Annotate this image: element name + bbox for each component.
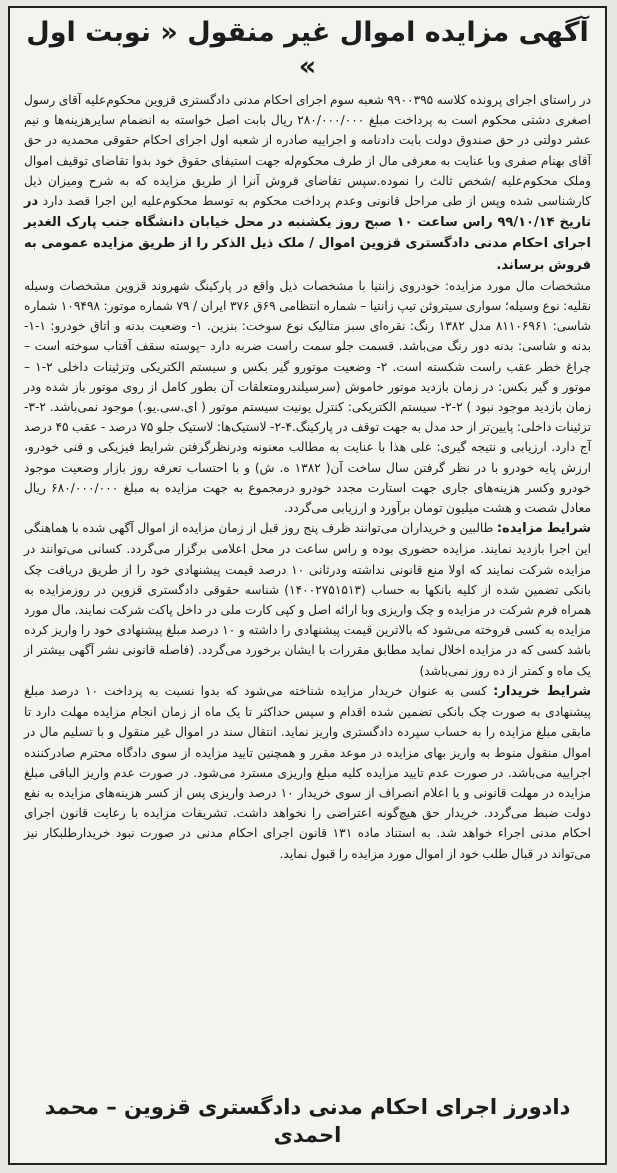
notice-frame xyxy=(8,6,607,1165)
notice-title: آگهی مزایده اموال غیر منقول « نوبت اول » xyxy=(26,17,589,82)
conditions-text: طالبین و خریداران می‌توانند ظرف پنج روز قبل از زمان مزایده از اموال آگهی شده با هماهنگی این اجرا بازدید نمایند. مزایده حضوری بوده و راس ساعت در محل اعلامی برگزار می‌گردد. کسانی می‌توانند در مزایده شرکت نمایند که اولا منع قانونی نداشته ودرثانی ۱۰ درصد قیمت پیشنهادی خود را از طریق دریافت چک بانکی تضمین شده از کلیه بانکها به حساب (۱۴۰۰۲۷۵۱۵۱۳) شناسه حقوقی دادگستری قزوین در روزمزایده به همراه فرم شرکت در مزایده و چک واریزی وبا ارائه اصل و کپی کارت ملی در داخل پاکت شرکت نمایند. مال مورد مزایده به کسی فروخته می‌شود که بالاترین قیمت پیشنهادی را داشته و ۱۰ درصد مبلغ پیشنهادی خود را واریز کرده باشد کسی که در مزایده اخلال نماید مطابق مقررات با ایشان برخورد می‌گردد. (فاصله قانونی نشر آگهی بیشتر از یک ماه و کمتر از ده روز نمی‌باشد) xyxy=(24,521,592,678)
buyer-heading: شرایط خریدار: xyxy=(493,683,591,699)
auction-conditions xyxy=(24,518,591,681)
auction-date-location: در تاریخ ۹۹/۱۰/۱۴ راس ساعت ۱۰ صبح روز یکشنبه در محل خیابان دانشگاه جنب پارک الغدیر اجرای احکام مدنی دادگستری قزوین اموال / ملک ذیل الذکر را از طریق مزایده عمومی به فروش برساند. xyxy=(24,194,592,273)
intro-text: در راستای اجرای پرونده کلاسه ۹۹۰۰۳۹۵ شعبه سوم اجرای احکام مدنی دادگستری قزوین محکوم‌علیه آقای رسول اصغری دشتی محکوم است به پرداخت مبلغ ۲۸۰/۰۰۰/۰۰۰ ریال بابت اصل خواسته به انضمام سایرهزینه‌ها و نیم عشر دولتی در حق صندوق دولت بابت دادنامه و اجراییه صادره از شعبه اول اجرای احکام حقوقی محمدیه در حق آقای بهنام صفری وبا عنایت به معرفی مال از طرف محکوم‌له جهت استیفای حقوق خود بدوا تقاضای توقیف اموال وملک محکوم‌علیه /شخص ثالث را نموده.سپس تقاضای فروش آنرا از طریق مزایده که به شرح ومیزان ذیل کارشناسی شده وپس از طی مراحل قانونی وعدم پرداخت محکوم به توسط محکوم‌علیه این اجرا قصد دارد xyxy=(24,93,591,209)
signature: دادورز اجرای احکام مدنی دادگستری قزوین – محمد احمدی xyxy=(44,1095,571,1147)
intro-paragraph xyxy=(24,90,591,276)
property-specs: مشخصات مال مورد مزایده: خودروی زانتیا با مشخصات ذیل واقع در پارکینگ شهروند قزوین مشخصات وسیله نقلیه: نوع وسیله؛ سواری سیتروئن تیپ زانتیا – شماره انتظامی ۶۹ق ۳۷۶ ایران / ۷۹ شماره موتور: ۱۰۹۴۹۸ شماره شاسی: ۸۱۱۰۶۹۶۱ مدل ۱۳۸۲ رنگ: نقره‌ای سبز متالیک نوع سوخت: بنزین. ۱- وضعیت بدنه و اتاق خودرو: ۱-۱- بدنه و شاسی: بدنه دور رنگ می‌باشد. قسمت جلو سمت راست ضربه دارد –پوسته سقف آفتاب سوخته است – چراغ خطر عقب راست شکسته است. ۲- وضعیت موتورو گیر بکس و سیستم الکتریکی وتزئینات داخلی ۲-۱ – موتور و گیر بکس: در زمان بازدید موتور خاموش (سرسیلندرومتعلقات آن بطور کامل از روی موتور باز شده ودر زمان بازدید موجود نبود ) ۲-۲- سیستم الکتریکی: کنترل یونیت سیستم موتور ( ای.سی.یو.) موجود نمی‌باشد. ۲-۳- تزئینات داخلی: پایین‌تر از حد مدل به جهت توقف در پارکینگ.۴-۲- لاستیک‌ها: لاستیک جلو ۷۵ درصد - عقب ۴۵ درصد آج دارد. ارزیابی و نتیجه گیری: علی هذا با عنایت به مطالب معنونه ودرنظرگرفتن شرایط فیزیکی و فنی خودرو، ارزش پایه خودرو با در نظر گرفتن سال ساخت آن( ۱۳۸۲ ه. ش) و با احتساب تعرفه روز بازار وضعیت موجود خودرو وکسر هزینه‌های جاری جهت استارت مجدد خودرو درمجموع به جهت مزایده به مبلغ ۶۸۰/۰۰۰/۰۰۰ ریال معادل شصت و هشت میلیون تومان برآورد و ارزیابی می‌گردد. xyxy=(24,278,592,516)
buyer-text: کسی به عنوان خریدار مزایده شناخته می‌شود که بدوا نسبت به پرداخت ۱۰ درصد مبلغ پیشنهادی به صورت چک بانکی تضمین شده اقدام و سپس حداکثر تا یک ماه از زمان انجام مزایده مهلت دارد تا مابقی مبلغ مزایده را به حساب سپرده دادگستری واریز نماید. انتقال سند در اموال غیر منقول و با تسلیم مال در اموال منقول منوط به واریز بهای مزایده در موعد مقرر و همچنین تایید مزایده از سوی دادگاه محترم صادرکننده اجراییه می‌باشد. در صورت عدم تایید مزایده کلیه مبلغ واریزی مسترد می‌شود. در صورت عدم واریز الباقی مبلغ مزایده در مهلت قانونی و یا اعلام انصراف از سوی خریدار ۱۰ درصد واریزی پس از کسر هزینه‌های مزایده به نفع دولت ضبط می‌گردد. خریدار حق هیچ‌گونه اعتراضی را نخواهد داشت. تشریفات مزایده با رعایت قانون اجرای احکام مدنی اجراء خواهد شد. به استناد ماده ۱۳۱ قانون اجرای احکام مدنی در صورت نبود خریدارطلبکار نیز می‌تواند در قبال طلب خود از اموال مورد مزایده را قبول نماید. xyxy=(24,683,591,861)
conditions-heading: شرایط مزایده: xyxy=(496,521,592,537)
buyer-conditions xyxy=(24,681,591,864)
